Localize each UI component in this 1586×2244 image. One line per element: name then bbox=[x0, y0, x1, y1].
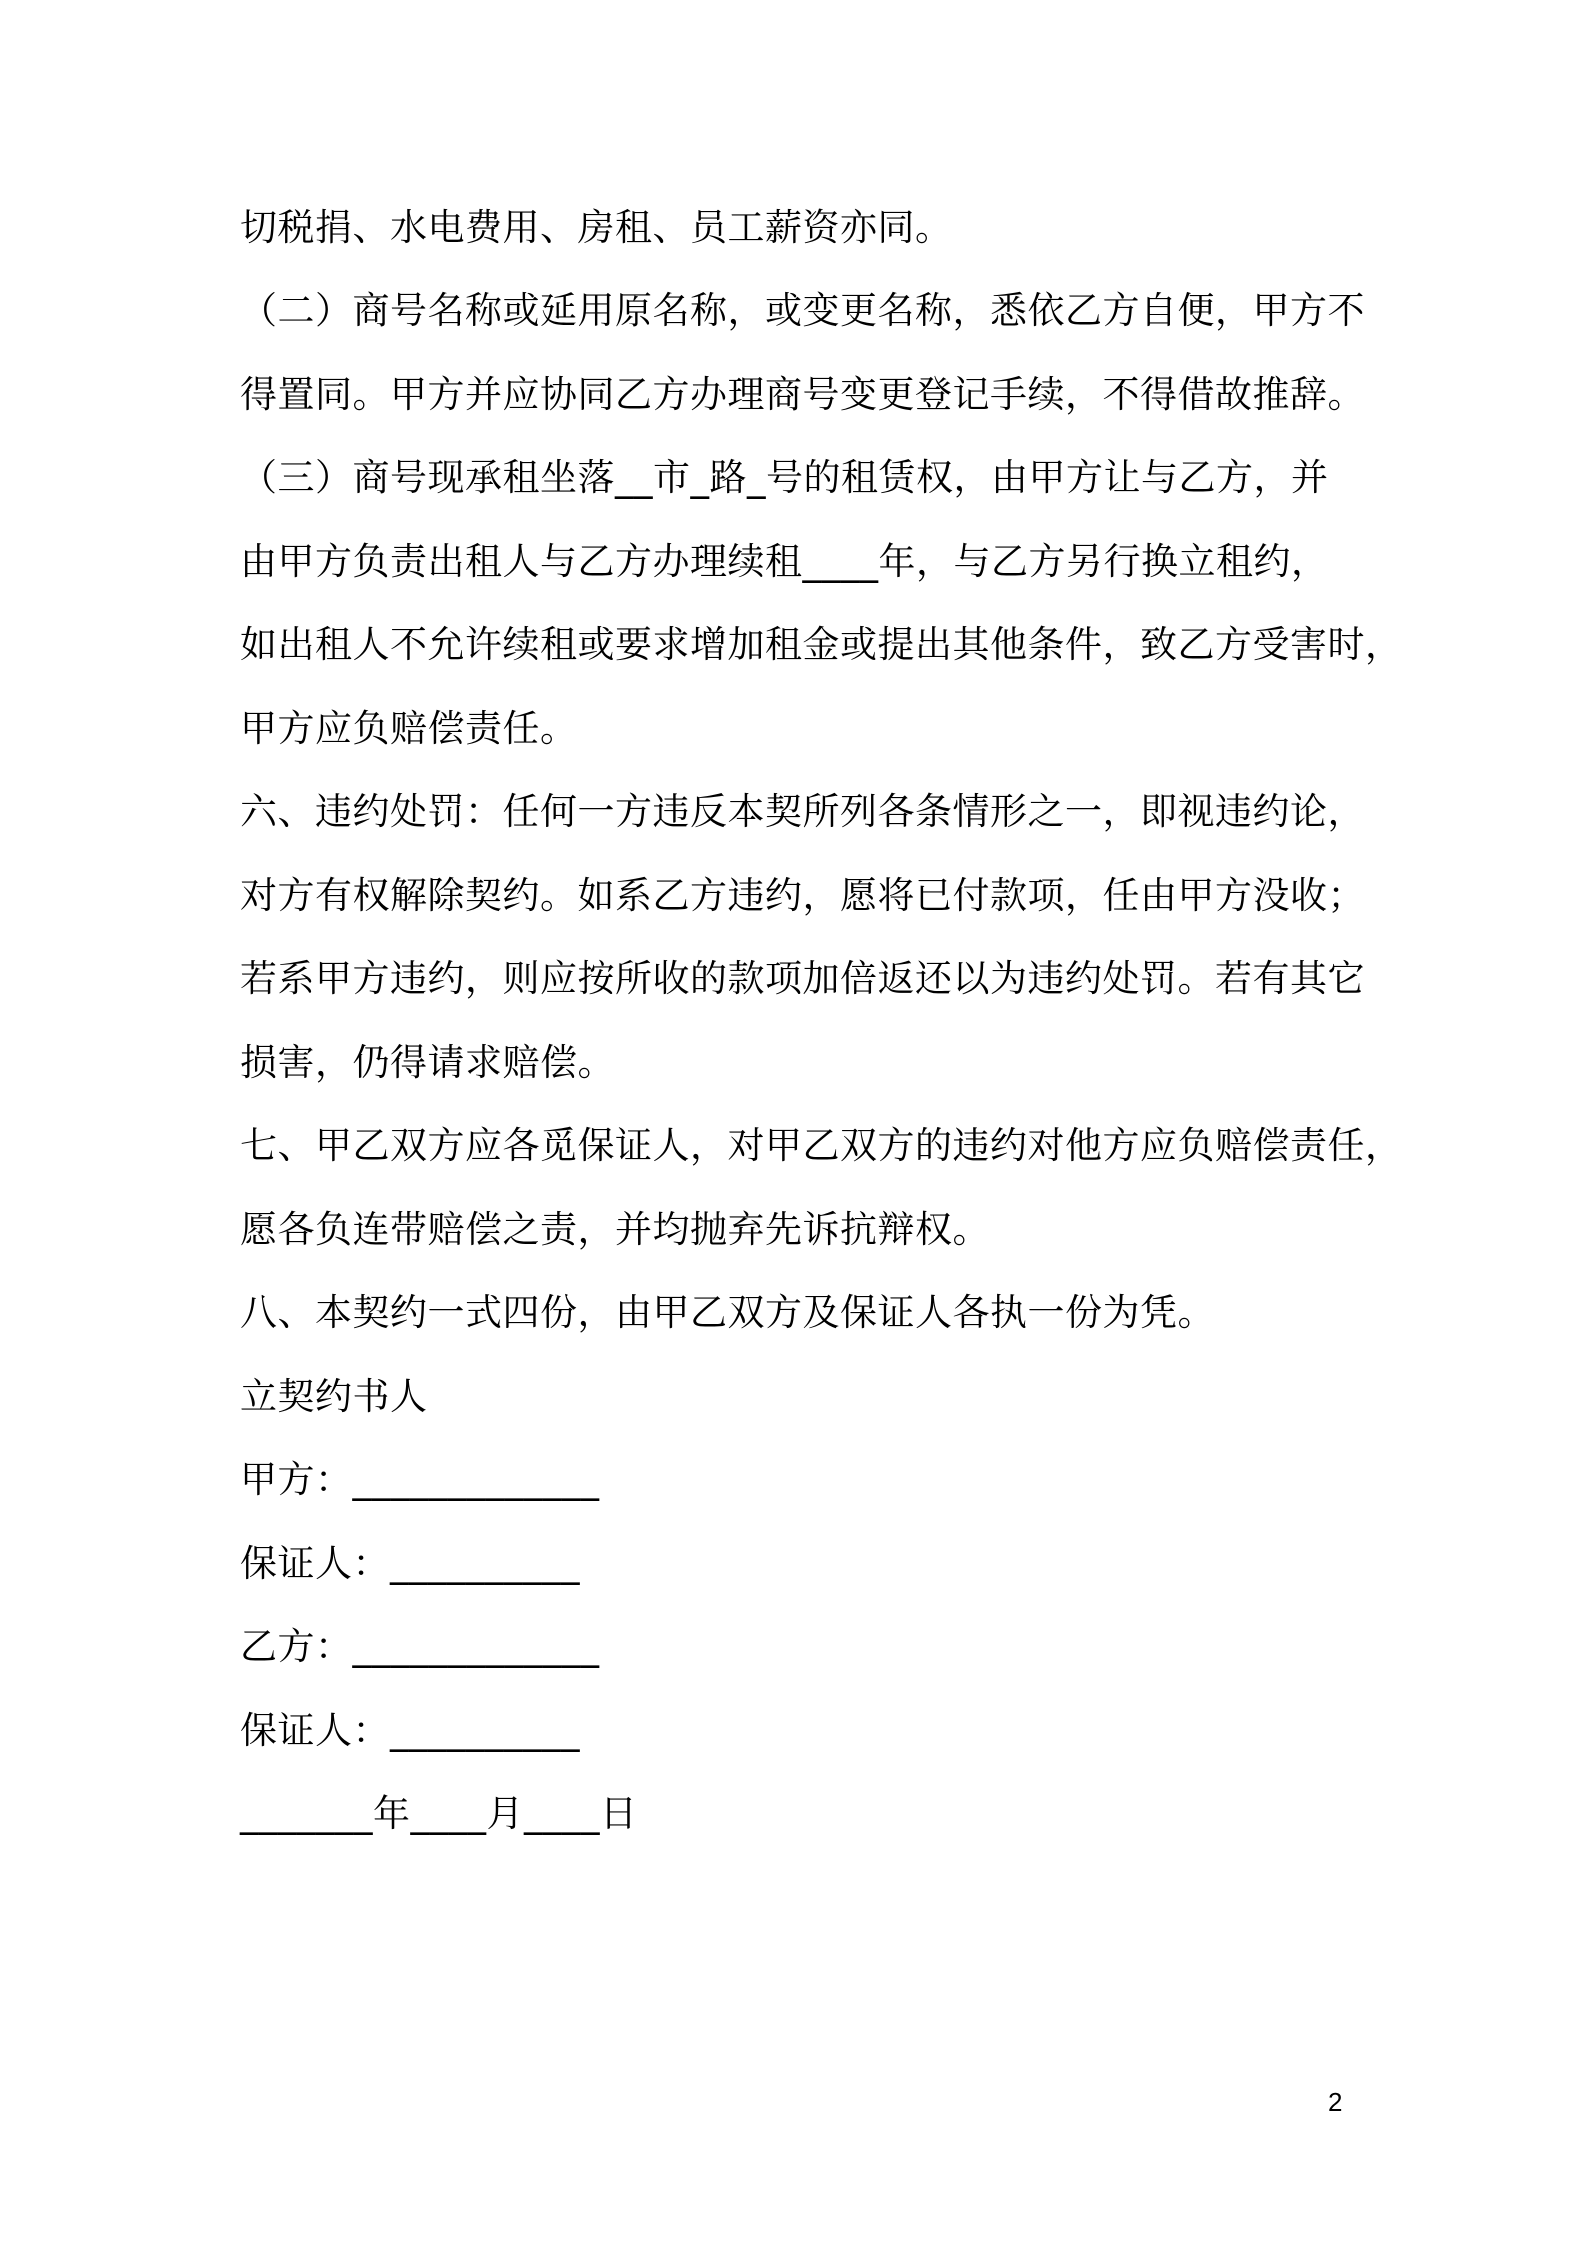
party-b-signature-line: 乙方：_____________ bbox=[240, 1625, 600, 1668]
text-line: （二）商号名称或延用原名称，或变更名称，悉依乙方自便，甲方不 bbox=[240, 289, 1365, 332]
date-line: _______年____月____日 bbox=[240, 1792, 638, 1835]
text-line: 愿各负连带赔偿之责，并均抛弃先诉抗辩权。 bbox=[240, 1208, 990, 1251]
text-line: 损害，仍得请求赔偿。 bbox=[240, 1041, 615, 1084]
text-line: 七、甲乙双方应各觅保证人，对甲乙双方的违约对他方应负赔偿责任， bbox=[240, 1124, 1403, 1167]
text-line: 得置同。甲方并应协同乙方办理商号变更登记手续，不得借故推辞。 bbox=[240, 373, 1365, 416]
text-line: 甲方应负赔偿责任。 bbox=[240, 707, 578, 750]
text-line: 若系甲方违约，则应按所收的款项加倍返还以为违约处罚。若有其它 bbox=[240, 957, 1365, 1000]
party-a-signature-line: 甲方：_____________ bbox=[240, 1458, 600, 1501]
guarantor-a-signature-line: 保证人：__________ bbox=[240, 1542, 580, 1585]
text-line: 如出租人不允许续租或要求增加租金或提出其他条件，致乙方受害时， bbox=[240, 623, 1403, 666]
guarantor-b-signature-line: 保证人：__________ bbox=[240, 1709, 580, 1752]
text-line: 对方有权解除契约。如系乙方违约，愿将已付款项，任由甲方没收； bbox=[240, 874, 1365, 917]
signatory-heading: 立契约书人 bbox=[240, 1375, 428, 1418]
text-line: 八、本契约一式四份，由甲乙双方及保证人各执一份为凭。 bbox=[240, 1291, 1215, 1334]
text-line: （三）商号现承租坐落__市_路_号的租赁权，由甲方让与乙方，并 bbox=[240, 456, 1329, 499]
page-number: 2 bbox=[1328, 2087, 1343, 2117]
text-line: 六、违约处罚：任何一方违反本契所列各条情形之一，即视违约论， bbox=[240, 790, 1365, 833]
text-line: 由甲方负责出租人与乙方办理续租____年，与乙方另行换立租约， bbox=[240, 540, 1329, 583]
text-line: 切税捐、水电费用、房租、员工薪资亦同。 bbox=[240, 206, 953, 249]
